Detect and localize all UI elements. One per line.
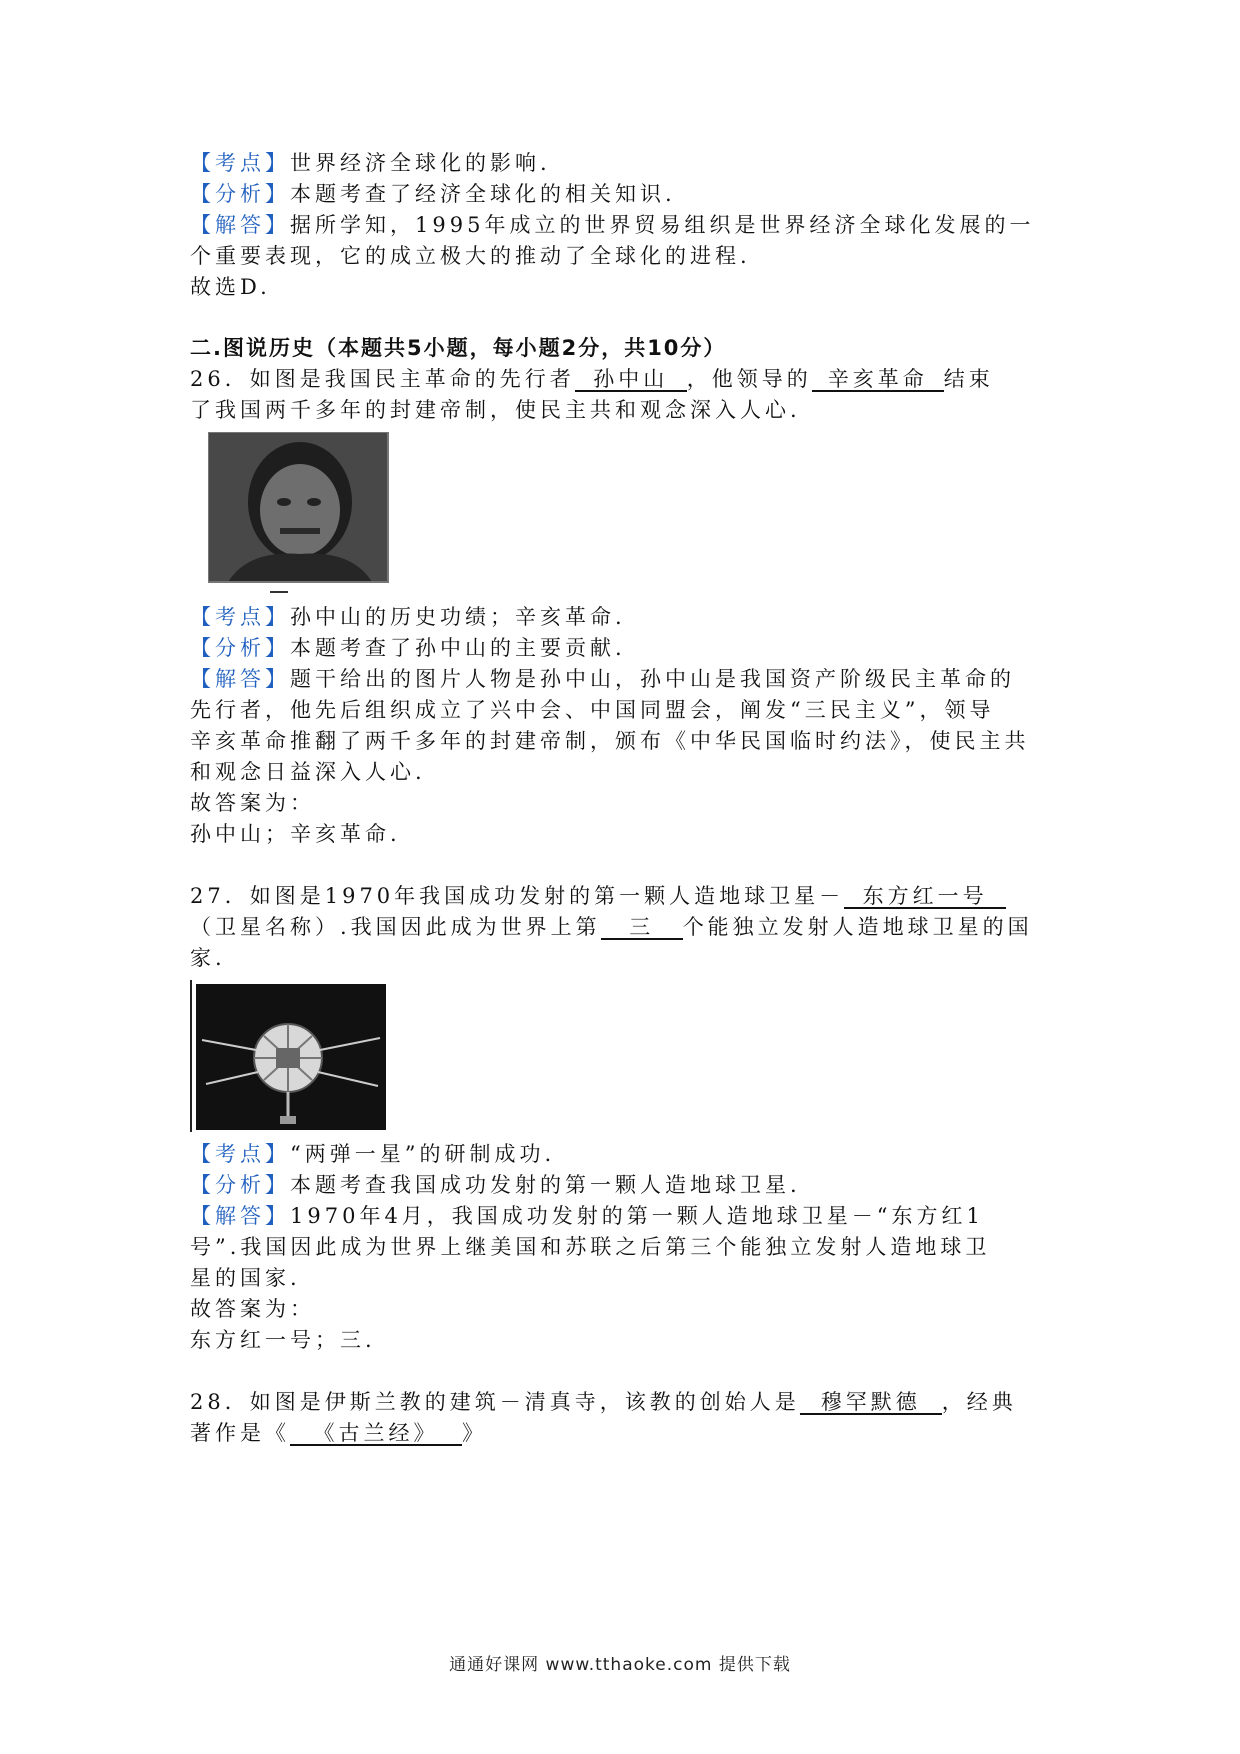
- kaodian-text: “两弹一星”的研制成功.: [290, 1142, 556, 1166]
- fenxi-tag: 【分析】: [190, 182, 290, 206]
- q26-fenxi: [190, 633, 1060, 664]
- q25-jieda: [190, 210, 1060, 241]
- kaodian-tag: 【考点】: [190, 151, 290, 175]
- q27-answer-text: 东方红一号；三.: [190, 1328, 376, 1352]
- kaodian-tag: 【考点】: [190, 1142, 290, 1166]
- spacer: [190, 1356, 1060, 1387]
- q25-jieda-cont: 个重要表现，它的成立极大的推动了全球化的进程.: [190, 244, 751, 268]
- fenxi-tag: 【分析】: [190, 636, 290, 660]
- q25-fenxi: [190, 179, 1060, 210]
- q27-jieda-cont-1: 号”.我国因此成为世界上继美国和苏联之后第三个能独立发射人造地球卫: [190, 1235, 991, 1259]
- fenxi-text: 本题考查了经济全球化的相关知识.: [290, 182, 676, 206]
- spacer: [190, 850, 1060, 881]
- kaodian-text: 孙中山的历史功绩；辛亥革命.: [290, 605, 626, 629]
- satellite-photo: [190, 980, 390, 1135]
- portrait-image: [208, 432, 408, 594]
- q25-kaodian: [190, 148, 1060, 179]
- q28-blank-2: 《古兰经》: [290, 1422, 462, 1446]
- q26-jieda-cont-1: 先行者，他先后组织成立了兴中会、中国同盟会，阐发“三民主义”，领导: [190, 698, 995, 722]
- section-heading: 二.图说历史（本题共5小题，每小题2分，共10分）: [190, 336, 727, 360]
- q28-stem-text-2: ，经典: [941, 1390, 1017, 1414]
- q27-kaodian: [190, 1139, 1060, 1170]
- q28-blank-1: 穆罕默德: [800, 1391, 942, 1415]
- q27-stem-cont-2: 家.: [190, 946, 226, 970]
- satellite-image: [190, 980, 390, 1135]
- kaodian-tag: 【考点】: [190, 605, 290, 629]
- q26-blank-1: 孙中山: [575, 368, 687, 392]
- q28-stem-text-3: 著作是《: [190, 1421, 290, 1445]
- q26-stem: [190, 364, 1060, 395]
- jieda-tag: 【解答】: [190, 213, 290, 237]
- q27-stem: [190, 881, 1060, 912]
- fenxi-text: 本题考查了孙中山的主要贡献.: [290, 636, 626, 660]
- q28-stem-text-4: 》: [462, 1421, 487, 1445]
- fenxi-tag: 【分析】: [190, 1173, 290, 1197]
- q26-stem-text-3: 结束: [943, 367, 994, 391]
- jieda-text: 题干给出的图片人物是孙中山，孙中山是我国资产阶级民主革命的: [290, 667, 1015, 691]
- jieda-tag: 【解答】: [190, 1204, 290, 1228]
- q27-stem-text-3: 个能独立发射人造地球卫星的国: [682, 915, 1033, 939]
- q26-jieda: [190, 664, 1060, 695]
- q27-jieda-cont-2: 星的国家.: [190, 1266, 301, 1290]
- q26-jieda-cont-3: 和观念日益深入人心.: [190, 760, 426, 784]
- q25-answer: 故选D.: [190, 275, 271, 299]
- q26-answer-text: 孙中山；辛亥革命.: [190, 822, 401, 846]
- q28-stem-cont: [190, 1418, 1060, 1449]
- q28-stem: [190, 1387, 1060, 1418]
- q26-stem-text: 26．如图是我国民主革命的先行者: [190, 367, 575, 391]
- jieda-tag: 【解答】: [190, 667, 290, 691]
- q27-blank-1: 东方红一号: [844, 885, 1006, 909]
- q26-answer-label: 故答案为：: [190, 791, 315, 815]
- q28-stem-text: 28．如图是伊斯兰教的建筑－清真寺，该教的创始人是: [190, 1390, 800, 1414]
- jieda-text: 据所学知，1995年成立的世界贸易组织是世界经济全球化发展的一: [290, 213, 1035, 237]
- q27-stem-cont: [190, 912, 1060, 943]
- page-footer: 通通好课网 www.tthaoke.com 提供下载: [449, 1655, 791, 1675]
- q26-kaodian: [190, 602, 1060, 633]
- q27-fenxi: [190, 1170, 1060, 1201]
- fenxi-text: 本题考查我国成功发射的第一颗人造地球卫星.: [290, 1173, 801, 1197]
- q26-jieda-cont-2: 辛亥革命推翻了两千多年的封建帝制，颁布《中华民国临时约法》，使民主共: [190, 729, 1030, 753]
- kaodian-text: 世界经济全球化的影响.: [290, 151, 551, 175]
- q27-blank-2: 三: [601, 916, 683, 940]
- q26-stem-text-2: ，他领导的: [686, 367, 812, 391]
- document-page: [190, 148, 1060, 1449]
- q27-jieda: [190, 1201, 1060, 1232]
- q27-answer-label: 故答案为：: [190, 1297, 315, 1321]
- q27-stem-text: 27．如图是1970年我国成功发射的第一颗人造地球卫星－: [190, 884, 845, 908]
- q26-stem-cont: 了我国两千多年的封建帝制，使民主共和观念深入人心.: [190, 398, 801, 422]
- jieda-text: 1970年4月，我国成功发射的第一颗人造地球卫星－“东方红1: [290, 1204, 984, 1228]
- q27-stem-text-2: （卫星名称）.我国因此成为世界上第: [190, 915, 601, 939]
- q26-blank-2: 辛亥革命: [812, 368, 944, 392]
- portrait-photo: [208, 432, 408, 594]
